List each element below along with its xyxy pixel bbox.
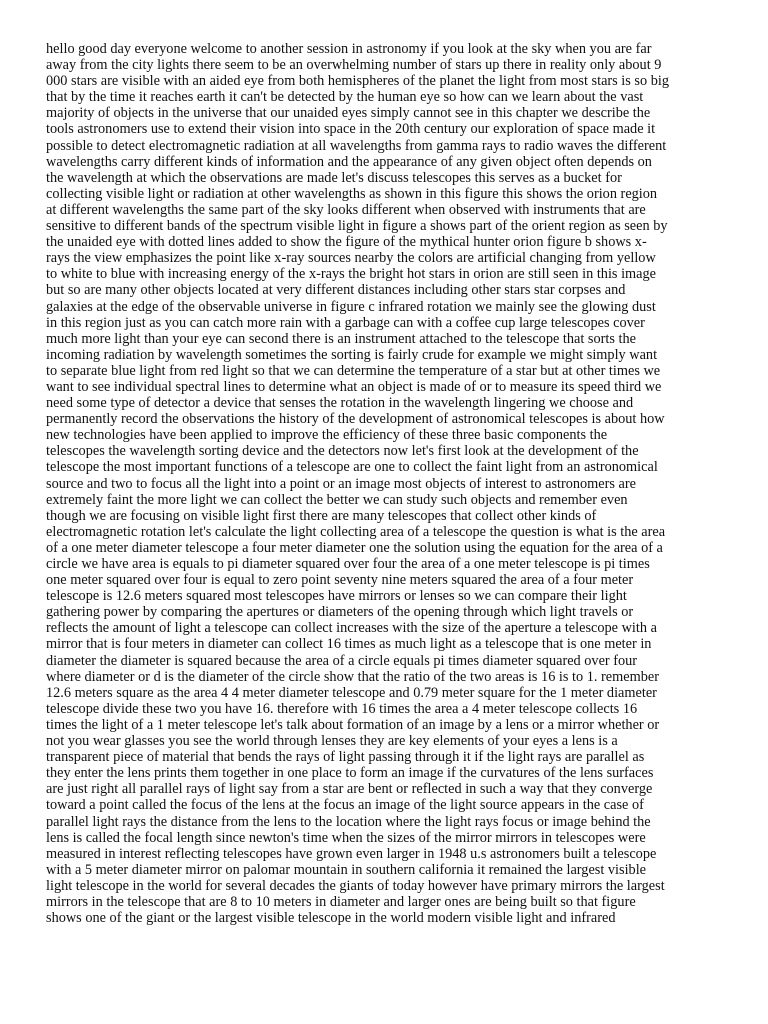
text-line: not you wear glasses you see the world through lenses they are key elements of your eyes a lens is a — [46, 733, 618, 750]
text-line: in this region just as you can catch more rain with a garbage can with a coffee cup large telescopes cover — [46, 314, 645, 331]
text-line: times the light of a 1 meter telescope let's talk about formation of an image by a lens or a mirror whether or — [46, 716, 660, 733]
text-line: extremely faint the more light we can collect the better we can study such objects and remember even — [46, 491, 628, 508]
text-line: permanently record the observations the history of the development of astronomical telescopes is about how — [46, 411, 665, 428]
text-line: incoming radiation by wavelength sometimes the sorting is fairly crude for example we might simply want — [46, 346, 658, 363]
text-line: want to see individual spectral lines to determine what an object is made of or to measure its speed third we — [46, 378, 662, 395]
text-line: diameter the diameter is squared because the area of a circle equals pi times diameter squared over four — [46, 652, 638, 669]
text-line: to separate blue light from red light so that we can determine the temperature of a star but at other times we — [46, 362, 661, 379]
text-line: tools astronomers use to extend their vision into space in the 20th century our exploration of space made it — [46, 121, 656, 138]
text-line: rays the view emphasizes the point like x-ray sources nearby the colors are artificial changing from yellow — [46, 250, 656, 267]
text-line: that by the time it reaches earth it can't be detected by the human eye so how can we learn about the vast — [46, 89, 644, 106]
text-line: sensitive to different bands of the spectrum visible light in figure a shows part of the orient region as seen by — [46, 218, 668, 235]
text-line: toward a point called the focus of the lens at the focus an image of the light source appears in the case of — [46, 797, 644, 814]
text-line: at different wavelengths the same part of the sky looks different when observed with instruments that are — [46, 201, 646, 218]
text-line: away from the city lights there seem to be an overwhelming number of stars up there in reality only about 9 — [46, 57, 662, 74]
text-line: to white to blue with increasing energy of the x-rays the bright hot stars in orion are still seen in this image — [46, 266, 656, 283]
text-line: new technologies have been applied to improve the efficiency of these three basic components the — [46, 427, 608, 444]
text-line: though we are focusing on visible light first there are many telescopes that collect other kinds of — [46, 507, 597, 524]
text-line: telescopes the wavelength sorting device and the detectors now let's first look at the development of the — [46, 443, 639, 460]
text-line: measured in interest reflecting telescopes have grown even larger in 1948 u.s astronomers built a telescope — [46, 845, 657, 862]
text-line: parallel light rays the distance from the lens to the location where the light rays focus or image behind the — [46, 813, 651, 830]
text-line: mirrors in the telescope that are 8 to 10 meters in diameter and larger ones are being built so that figure — [46, 893, 636, 910]
text-line: possible to detect electromagnetic radiation at all wavelengths from gamma rays to radio waves the different — [46, 137, 667, 154]
text-line: the unaided eye with dotted lines added to show the figure of the mythical hunter orion figure b shows x- — [46, 234, 647, 251]
text-line: but so are many other objects located at very different distances including other stars star corpses and — [46, 282, 626, 299]
text-line: the wavelength at which the observations are made let's discuss telescopes this serves as a bucket for — [46, 169, 622, 186]
text-line: collecting visible light or radiation at other wavelengths as shown in this figure this shows the orion region — [46, 185, 658, 202]
text-line: 000 stars are visible with an aided eye from both hemispheres of the planet the light from most stars is so big — [46, 73, 669, 90]
text-line: source and two to focus all the light into a point or an image most objects of interest to astronomers are — [46, 475, 636, 492]
text-line: of a one meter diameter telescope a four meter diameter one the solution using the equation for the area of a — [46, 539, 663, 556]
text-line: much more light than your eye can second there is an instrument attached to the telescope that sorts the — [46, 330, 636, 347]
text-line: telescope is 12.6 meters squared most telescopes have mirrors or lenses so we can compare their light — [46, 588, 627, 605]
text-line: light telescope in the world for several decades the giants of today however have primary mirrors the largest — [46, 877, 665, 894]
text-line: gathering power by comparing the apertures or diameters of the opening through which light travels or — [46, 604, 634, 621]
text-line: mirror that is four meters in diameter can collect 16 times as much light as a telescope that is one meter in — [46, 636, 652, 653]
text-line: telescope divide these two you have 16. therefore with 16 times the area a 4 meter telescope collects 16 — [46, 700, 638, 717]
text-line: circle we have area is equals to pi diameter squared over four the area of a one meter telescope is pi times — [46, 556, 650, 572]
text-line: telescope the most important functions of a telescope are one to collect the faint light from an astronomical — [46, 459, 658, 476]
text-line: with a 5 meter diameter mirror on palomar mountain in southern california it remained the largest visible — [46, 861, 647, 878]
text-line: are just right all parallel rays of light say from a star are bent or reflected in such a way that they converge — [46, 781, 653, 798]
text-line: reflects the amount of light a telescope can collect increases with the size of the aperture a telescope with a — [46, 620, 657, 637]
text-line: transparent piece of material that bends the rays of light passing through it if the light rays are parallel as — [46, 749, 645, 766]
text-line: 12.6 meters square as the area 4 4 meter diameter telescope and 0.79 meter square for the 1 meter diameter — [46, 684, 657, 701]
text-line: shows one of the giant or the largest visible telescope in the world modern visible light and infrared — [46, 910, 616, 927]
text-line: need some type of detector a device that senses the rotation in the wavelength lingering we choose and — [46, 395, 634, 412]
text-line: electromagnetic rotation let's calculate the light collecting area of a telescope the question is what is the area — [46, 523, 666, 540]
text-line: where diameter or d is the diameter of the circle show that the ratio of the two areas is 16 is to 1. remember — [46, 668, 659, 685]
text-line: wavelengths carry different kinds of information and the appearance of any given object often depends on — [46, 153, 652, 170]
text-line: galaxies at the edge of the observable universe in figure c infrared rotation we mainly see the glowing dust — [46, 298, 656, 315]
document-page — [46, 41, 716, 926]
text-line: majority of objects in the universe that our unaided eyes simply cannot see in this chapter we describe the — [46, 105, 651, 122]
text-line: lens is called the focal length since newton's time when the sizes of the mirror mirrors in telescopes were — [46, 829, 646, 846]
text-line: hello good day everyone welcome to another session in astronomy if you look at the sky when you are far — [46, 41, 652, 57]
text-line: one meter squared over four is equal to zero point seventy nine meters squared the area of a four meter — [46, 572, 634, 589]
text-line: they enter the lens prints them together in one place to form an image if the curvatures of the lens surfaces — [46, 765, 654, 782]
